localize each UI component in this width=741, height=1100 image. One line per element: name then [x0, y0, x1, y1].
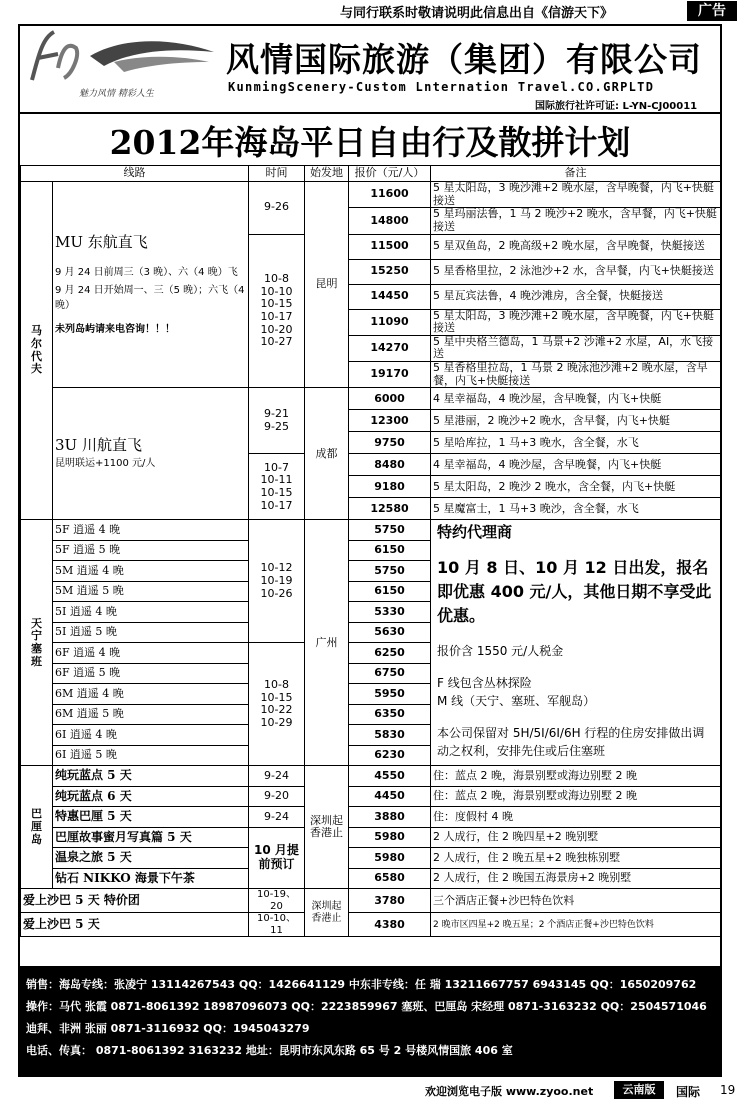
note-cell: 2 人成行，住 2 晚国五海景房+2 晚别墅: [431, 868, 721, 889]
plan-table: [20, 165, 721, 937]
footer-section: 国际: [676, 1085, 701, 1099]
time-cell: 10 月提前预订: [249, 827, 305, 889]
price-cell: 11500: [349, 234, 431, 259]
price-cell: 8480: [349, 454, 431, 476]
price-cell: 3780: [349, 889, 431, 913]
note-cell: 2 人成行，住 2 晚四星+2 晚别墅: [431, 827, 721, 848]
price-cell: 6250: [349, 643, 431, 664]
contact-row-address: 电话、传真： 0871-8061392 3163232 地址：昆明市东风东路 65 号 2 号楼风情国旅 406 室: [26, 1044, 513, 1057]
route-cell: 5F 逍遥 4 晚: [53, 520, 249, 541]
header-departure: 始发地: [305, 166, 349, 182]
price-cell: 9750: [349, 432, 431, 454]
route-mu: [53, 182, 249, 388]
price-cell: 5980: [349, 827, 431, 848]
region-label: 马尔代夫: [31, 324, 42, 376]
price-cell: 9180: [349, 476, 431, 498]
price-cell: 5630: [349, 622, 431, 643]
route-cell: 6I 逍遥 5 晚: [53, 745, 249, 766]
departure-cell: 昆明: [305, 182, 349, 388]
source-notice: 与同行联系时敬请说明此信息出自《信游天下》: [340, 6, 614, 21]
price-cell: 5830: [349, 725, 431, 746]
table-row: [21, 182, 721, 208]
note-cell: 5 星魔富士，1 马+3 晚沙，含全餐，水飞: [431, 498, 721, 520]
route-cell: 爱上沙巴 5 天: [21, 913, 249, 937]
route-cell: 5I 逍遥 5 晚: [53, 622, 249, 643]
price-cell: 4380: [349, 913, 431, 937]
note-cell: 2 人成行，住 2 晚五星+2 晚独栋别墅: [431, 848, 721, 869]
agent-title: 特约代理商: [437, 523, 513, 542]
company-name-en: KunmingScenery-Custom Lnternation Travel.CO.GRPLTD: [228, 80, 655, 94]
contact-row-sales: 销售：海岛专线：张凌宁 13114267543 QQ：1426641129 中东非专线：任 瑞 13211667757 6943145 QQ：1650209762: [26, 978, 697, 991]
page-number: 19: [720, 1083, 736, 1097]
route-cell: 5M 逍遥 4 晚: [53, 561, 249, 582]
table-row: [21, 520, 721, 541]
note-cell: 住：度假村 4 晚: [431, 807, 721, 828]
note-cell: 5 星香格里拉岛，1 马景 2 晚泳池沙滩+2 晚水屋，含早餐，内飞+快艇接送: [431, 362, 721, 388]
table-row: [21, 786, 721, 807]
price-cell: 6750: [349, 663, 431, 684]
departure-cell: 广州: [305, 520, 349, 766]
price-cell: 5980: [349, 848, 431, 869]
note-cell: 5 星中央格兰德岛，1 马景+2 沙滩+2 水屋，AI，水飞接送: [431, 335, 721, 361]
note-cell: 5 星港丽，2 晚沙+2 晚水，含早餐，内飞+快艇: [431, 410, 721, 432]
price-cell: 5750: [349, 561, 431, 582]
time-cell: 9-21 9-25: [249, 388, 305, 454]
route-cell: 6I 逍遥 4 晚: [53, 725, 249, 746]
region-label: 天宁塞班: [31, 616, 42, 668]
footer-badge: 云南版: [614, 1081, 664, 1099]
note-cell: 5 星瓦宾法鲁，4 晚沙滩房，含全餐，快艇接送: [431, 284, 721, 309]
footer-website: 欢迎浏览电子版 www.zyoo.net: [425, 1085, 594, 1098]
note-cell: 5 星太阳岛，2 晚沙 2 晚水，含全餐，内飞+快艇: [431, 476, 721, 498]
route-cell: 6F 逍遥 4 晚: [53, 643, 249, 664]
agent-reserve: 本公司保留对 5H/5I/6I/6H 行程的住房安排做出调动之权利，安排先住或后住塞班: [437, 725, 705, 758]
departure-cell: 深圳起香港止: [305, 889, 349, 937]
top-bar: [0, 0, 741, 22]
license-number: 国际旅行社许可证: L-YN-CJ00011: [535, 101, 698, 112]
note-cell: 住：蓝点 2 晚，海景别墅或海边别墅 2 晚: [431, 786, 721, 807]
time-cell: 10-19、20: [249, 889, 305, 913]
time-cell: 9-24: [249, 807, 305, 828]
price-cell: 6150: [349, 581, 431, 602]
route-cell: 5M 逍遥 5 晚: [53, 581, 249, 602]
logo-slogan: 魅力风情 精彩人生: [79, 89, 154, 99]
note-cell: 5 星哈库拉，1 马+3 晚水，含全餐，水飞: [431, 432, 721, 454]
route-cell: 特惠巴厘 5 天: [53, 807, 249, 828]
table-row: [21, 827, 721, 848]
note-cell: 4 星幸福岛，4 晚沙屋，含早晚餐，内飞+快艇: [431, 454, 721, 476]
contact-row-dubai: 迪拜、非洲 张丽 0871-3116932 QQ：1945043279: [26, 1022, 310, 1035]
price-cell: 5950: [349, 684, 431, 705]
route-cell: 纯玩蓝点 6 天: [53, 786, 249, 807]
price-cell: 6350: [349, 704, 431, 725]
price-cell: 19170: [349, 362, 431, 388]
price-cell: 14270: [349, 335, 431, 361]
route-cell: 5I 逍遥 4 晚: [53, 602, 249, 623]
time-cell: 9-20: [249, 786, 305, 807]
price-cell: 5330: [349, 602, 431, 623]
page-title: 2012年海岛平日自由行及散拼计划: [109, 123, 631, 162]
route-3u-title: 3U 川航直飞: [55, 435, 142, 454]
table-row: [21, 889, 721, 913]
price-cell: 6580: [349, 868, 431, 889]
route-cell: 5F 逍遥 5 晚: [53, 540, 249, 561]
logo-mark-icon: [24, 28, 224, 88]
route-mu-schedule-2: 9 月 24 日开始周一、三（5 晚）；六飞（4 晚）: [55, 284, 245, 312]
region-maldives: [21, 182, 53, 520]
region-saipan: [21, 520, 53, 766]
route-cell: 爱上沙巴 5 天 特价团: [21, 889, 249, 913]
agent-line-f: F 线包含丛林探险: [437, 675, 532, 690]
time-cell: 10-8 10-15 10-22 10-29: [249, 643, 305, 766]
route-cell: 纯玩蓝点 5 天: [53, 766, 249, 787]
departure-cell: 深圳起香港止: [305, 766, 349, 889]
table-row: [21, 388, 721, 410]
price-cell: 6230: [349, 745, 431, 766]
table-header: [21, 166, 721, 182]
company-name: 风情国际旅游（集团）有限公司: [226, 40, 702, 79]
table-row: [21, 807, 721, 828]
agent-offer: 10 月 8 日、10 月 12 日出发，报名即优惠 400 元/人，其他日期不享受此优惠。: [437, 557, 712, 625]
time-cell: 10-12 10-19 10-26: [249, 520, 305, 643]
header-note: 备注: [431, 166, 721, 182]
header-route: 线路: [21, 166, 249, 182]
route-cell: 温泉之旅 5 天: [53, 848, 249, 869]
note-cell: 住：蓝点 2 晚，海景别墅或海边别墅 2 晚: [431, 766, 721, 787]
price-cell: 12580: [349, 498, 431, 520]
note-cell: 4 星幸福岛，4 晚沙屋，含早晚餐，内飞+快艇: [431, 388, 721, 410]
agent-info: [431, 520, 721, 766]
price-cell: 11600: [349, 182, 431, 208]
region-bali: [21, 766, 53, 889]
ad-tag: 广告: [687, 1, 737, 21]
region-label: 巴厘岛: [31, 807, 42, 846]
table-row: [21, 868, 721, 889]
price-cell: 5750: [349, 520, 431, 541]
time-cell: 10-7 10-11 10-15 10-17: [249, 454, 305, 520]
route-mu-schedule-1: 9 月 24 日前周三（3 晚）、六（4 晚）飞: [55, 267, 238, 279]
page-footer: [0, 1080, 741, 1100]
route-cell: 6F 逍遥 5 晚: [53, 663, 249, 684]
contact-row-operations: 操作：马代 张霞 0871-8061392 18987096073 QQ：2223859967 塞班、巴厘岛 宋经理 0871-3163232 QQ：2504571046: [26, 1000, 707, 1013]
table-row: [21, 848, 721, 869]
price-cell: 12300: [349, 410, 431, 432]
table-row: [21, 766, 721, 787]
time-cell: 9-26: [249, 182, 305, 235]
time-cell: 10-10、11: [249, 913, 305, 937]
route-3u-connection: 昆明联运+1100 元/人: [55, 457, 156, 469]
title-divider: [20, 112, 720, 114]
price-cell: 14800: [349, 208, 431, 234]
time-cell: 9-24: [249, 766, 305, 787]
price-cell: 4450: [349, 786, 431, 807]
price-cell: 15250: [349, 259, 431, 284]
price-cell: 3880: [349, 807, 431, 828]
price-cell: 6150: [349, 540, 431, 561]
note-cell: 5 星太阳岛，3 晚沙滩+2 晚水屋，含早晚餐，内飞+快艇接送: [431, 309, 721, 335]
route-cell: 钻石 NIKKO 海景下午茶: [53, 868, 249, 889]
note-cell: 5 星玛丽法鲁，1 马 2 晚沙+2 晚水，含早餐，内飞+快艇接送: [431, 208, 721, 234]
price-cell: 4550: [349, 766, 431, 787]
table-row: [21, 913, 721, 937]
route-cell: 6M 逍遥 4 晚: [53, 684, 249, 705]
route-mu-title: MU 东航直飞: [55, 233, 148, 252]
header-time: 时间: [249, 166, 305, 182]
note-cell: 5 星香格里拉，2 泳池沙+2 水，含早餐，内飞+快艇接送: [431, 259, 721, 284]
contact-panel: [20, 966, 720, 1075]
header-price: 报价（元/人）: [349, 166, 431, 182]
departure-cell: 成都: [305, 388, 349, 520]
note-cell: 三个酒店正餐+沙巴特色饮料: [431, 889, 721, 913]
price-cell: 11090: [349, 309, 431, 335]
route-cell: 巴厘故事蜜月写真篇 5 天: [53, 827, 249, 848]
price-cell: 6000: [349, 388, 431, 410]
company-logo: [24, 28, 224, 100]
route-mu-inquiry: 未列岛屿请来电咨询！！！: [55, 323, 175, 335]
note-cell: 5 星太阳岛，3 晚沙滩+2 晚水屋，含早晚餐，内飞+快艇接送: [431, 182, 721, 208]
price-cell: 14450: [349, 284, 431, 309]
agent-line-m: M 线（天宁、塞班、军舰岛）: [437, 693, 596, 708]
note-cell: 2 晚市区四星+2 晚五星；2 个酒店正餐+沙巴特色饮料: [431, 913, 721, 937]
note-cell: 5 星双鱼岛，2 晚高级+2 晚水屋，含早晚餐，快艇接送: [431, 234, 721, 259]
time-cell: 10-8 10-10 10-15 10-17 10-20 10-27: [249, 234, 305, 388]
agent-tax: 报价含 1550 元/人税金: [437, 643, 564, 658]
route-3u: [53, 388, 249, 520]
route-cell: 6M 逍遥 5 晚: [53, 704, 249, 725]
